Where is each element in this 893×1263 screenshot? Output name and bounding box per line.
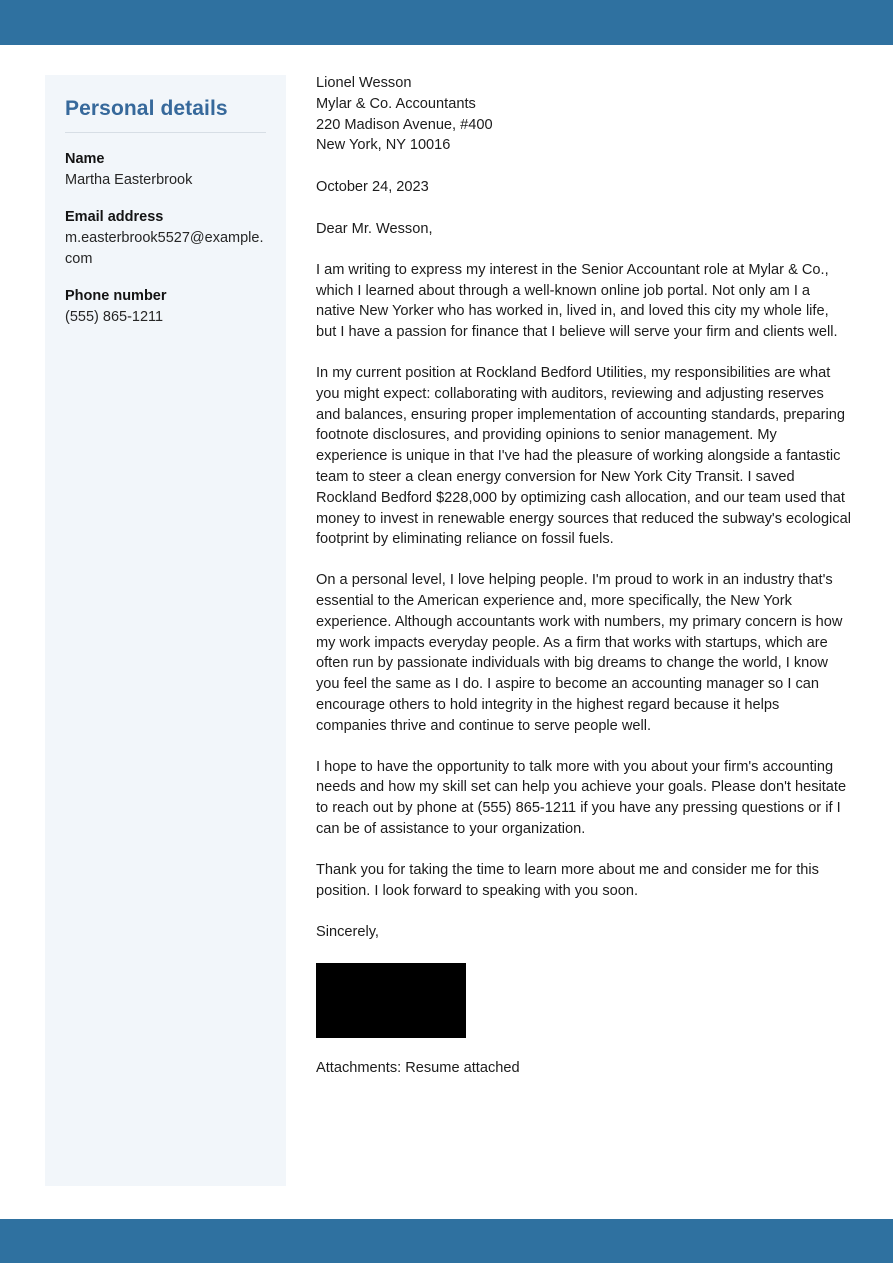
recipient-address-block — [316, 73, 852, 156]
letter-paragraph-4: I hope to have the opportunity to talk more with you about your firm's accounting needs and how my skill set can help you achieve your goals. Please don't hesitate to reach out by phone at (555) 865-1211 if you have any pressing questions or if I can be of assistance to your organization. — [316, 758, 847, 837]
sidebar-divider — [65, 132, 266, 133]
sidebar-heading: Personal details — [65, 97, 228, 120]
letter-closing: Sincerely, — [316, 924, 379, 941]
recipient-line-2: Mylar & Co. Accountants — [316, 95, 476, 112]
field-label-email: Email address — [65, 209, 164, 225]
letter-paragraph-1: I am writing to express my interest in the Senior Accountant role at Mylar & Co., which I learned about through a well-known online job portal. Not only am I a native New Yorker who has worked in, lived in, and loved this city my whole life, but I have a passion for finance that I believe will serve your firm and clients well. — [316, 261, 838, 341]
letter-paragraph-2: In my current position at Rockland Bedford Utilities, my responsibilities are what you might expect: collaborating with auditors, reviewing and adjusting reserves and balances, ensuring proper implementation of accounting standards, preparing footnote disclosures, and providing opinions to senior management. My experience is unique in that I've had the pleasure of working alongside a fantastic team to steer a clean energy conversion for New York City Transit. I saved Rockland Bedford $228,000 by optimizing cash allocation, and our team used that money to invest in renewable energy sources that reduced the subway's ecological footprint by eliminating reliance on fossil fuels. — [316, 364, 851, 548]
recipient-line-4: New York, NY 10016 — [316, 137, 451, 154]
field-phone — [65, 286, 266, 328]
letter-paragraph-5: Thank you for taking the time to learn more about me and consider me for this position. I look forward to speaking with you soon. — [316, 861, 819, 899]
field-name — [65, 149, 266, 191]
field-value-email: m.easterbrook5527@example.com — [65, 230, 264, 267]
field-value-name: Martha Easterbrook — [65, 172, 193, 188]
personal-details-sidebar — [45, 75, 286, 1186]
bottom-accent-bar — [0, 1219, 893, 1263]
letter-paragraph-3: On a personal level, I love helping people. I'm proud to work in an industry that's essential to the American experience and, more specifically, the New York experience. Although accountants work with numbers, my primary concern is how my work impacts everyday people. As a firm that works with startups, which are often run by passionate individuals with big dreams to change the world, I know you feel the same as I do. I aspire to become an accounting manager so I can encourage others to hold integrity in the highest regard because it helps companies thrive and continue to serve people well. — [316, 572, 843, 734]
cover-letter-body — [316, 73, 852, 1079]
letter-date: October 24, 2023 — [316, 179, 429, 196]
letter-salutation: Dear Mr. Wesson, — [316, 220, 433, 237]
recipient-line-3: 220 Madison Avenue, #400 — [316, 116, 493, 133]
document-page — [0, 45, 893, 1219]
field-value-phone: (555) 865-1211 — [65, 309, 164, 325]
letter-attachments: Attachments: Resume attached — [316, 1060, 520, 1077]
field-label-phone: Phone number — [65, 288, 167, 304]
recipient-line-1: Lionel Wesson — [316, 75, 412, 91]
field-label-name: Name — [65, 151, 105, 167]
top-accent-bar — [0, 0, 893, 45]
signature-image — [316, 963, 466, 1038]
field-email — [65, 207, 266, 270]
